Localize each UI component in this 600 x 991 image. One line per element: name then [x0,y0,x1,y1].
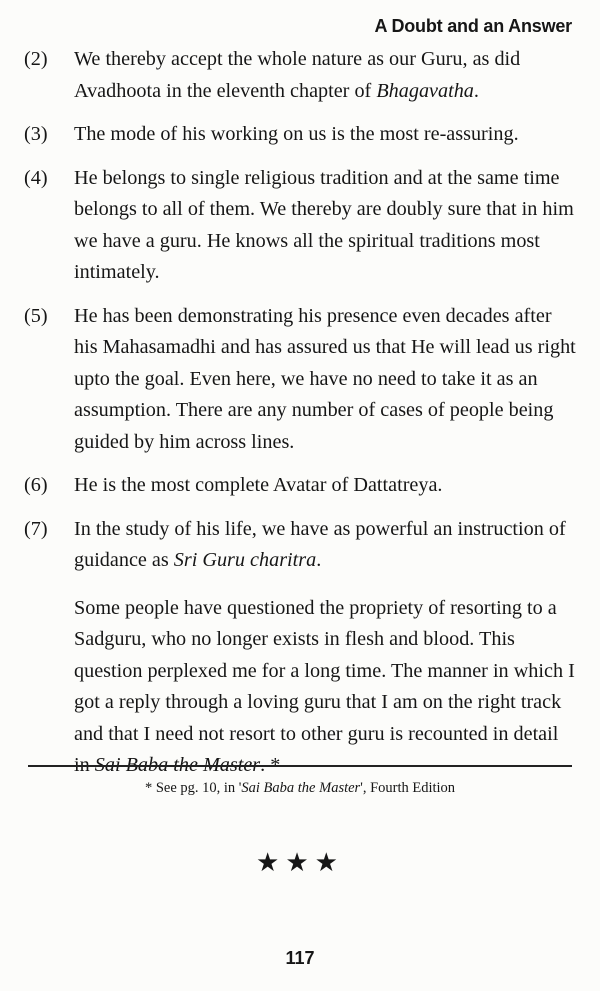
item-number: (2) [24,48,48,70]
item-text: We thereby accept the whole nature as our Guru, as did Avadhoota in the eleventh chapter of [74,48,521,102]
footnote [0,780,600,797]
item-text: He has been demonstrating his presence even decades after his Mahasamadhi and has assured us that He will lead us right upto the goal. Even here, we have no need to take it as an assumption. There are any number of cases of people being guided by him across lines. [74,304,576,453]
list-item-5 [24,301,576,459]
item-punct: . [316,549,322,571]
item-text: He is the most complete Avatar of Dattatreya. [74,474,443,496]
item-number: (6) [24,474,48,496]
list-item-3 [24,119,576,151]
section-ornament: ★★★ [256,848,344,877]
closing-paragraph [24,593,576,782]
item-text: In the study of his life, we have as powerful an instruction of guidance as [74,517,566,571]
page-body [24,44,576,782]
list-item-2 [24,44,576,107]
item-text: He belongs to single religious tradition and at the same time belongs to all of them. We thereby are doubly sure that in him we have a guru. He knows all the spiritual traditions most intimately. [74,166,574,283]
item-number: (5) [24,304,48,327]
item-number: (3) [24,123,48,145]
running-head: A Doubt and an Answer [374,16,572,36]
item-punct: . [473,79,479,102]
book-title: Sai Baba the Master [94,754,261,776]
list-item-7 [24,514,576,577]
book-title: Bhagavatha [376,79,474,102]
footnote-rule [28,765,572,767]
footnote-suffix: ', Fourth Edition [360,780,456,796]
item-number: (7) [24,517,48,540]
item-text: The mode of his working on us is the most re-assuring. [74,123,519,145]
paragraph-text: Some people have questioned the propriety of resorting to a Sadguru, who no longer exists in flesh and blood. This question perplexed me for a long time. The manner in which I got a reply through a loving guru that I am on the right track and that I need not resort to other guru is recounted in detail in [74,596,575,776]
item-number: (4) [24,166,48,189]
footnote-title: Sai Baba the Master [241,780,361,796]
page-number: 117 [285,948,315,968]
paragraph-end: . * [260,754,281,776]
list-item-4 [24,163,576,289]
book-title: Sri Guru charitra [173,549,317,571]
footnote-prefix: * See pg. 10, in ' [144,780,242,796]
list-item-6 [24,470,576,502]
